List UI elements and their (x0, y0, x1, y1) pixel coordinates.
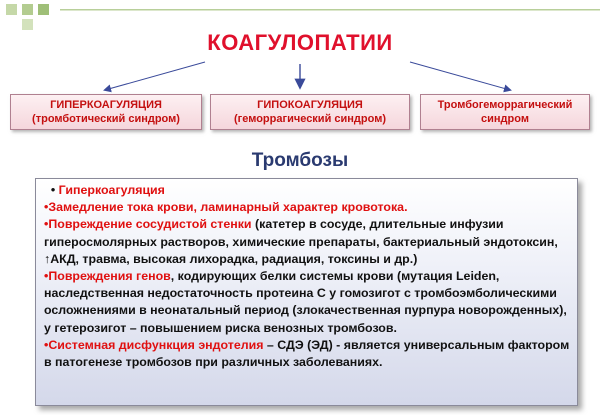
item-highlight: Повреждение сосудистой стенки (48, 217, 252, 232)
bullet: • (44, 200, 49, 215)
item-text: , кодирующих белки системы крови (мутация Leiden, наследственная недостаточность протеина С у гомозигот с тромбоэмболическими осложнениями в неонатальный период (злокачественная пурпура новорожденных), у гетерозигот – повышением риска венозных тромбозов. (44, 269, 567, 335)
box-hypercoagulation-title: ГИПЕРКОАГУЛЯЦИЯ (50, 99, 162, 111)
item-highlight: Повреждения генов (48, 269, 171, 284)
list-item (44, 268, 571, 337)
box-hypocoagulation-subtitle: (геморрагический синдром) (234, 113, 386, 125)
arrow-left (105, 62, 205, 90)
box-thrombohemorrhagic (420, 94, 590, 130)
bullet: • (44, 337, 49, 352)
box-hypocoagulation-title: ГИПОКОАГУЛЯЦИЯ (257, 99, 363, 111)
list-item (44, 337, 571, 371)
box-hypercoagulation (10, 94, 202, 130)
thrombosis-panel (35, 178, 578, 406)
up-arrow-icon: ↑ (44, 251, 51, 266)
list-item (44, 216, 571, 268)
item-highlight: Системная дисфункция эндотелия (48, 337, 264, 352)
item-text: – СДЭ (ЭД) - является универсальным фактором в патогенезе тромбозов при различных заболеваниях. (44, 337, 570, 370)
section-title: Тромбозы (251, 150, 349, 171)
bullet: • (50, 183, 56, 197)
arrows (0, 0, 600, 100)
bullet: • (44, 269, 49, 284)
page-title: КОАГУЛОПАТИИ (207, 30, 393, 55)
list-item (44, 199, 571, 216)
bullet: • (44, 217, 49, 232)
box-hypocoagulation (210, 94, 410, 130)
box-thrombohemorrhagic-title: Тромбогеморрагический (437, 99, 573, 111)
item-text: АКД, травма, высокая лихорадка, радиация, токсины и др.) (50, 251, 418, 266)
box-thrombohemorrhagic-subtitle: синдром (481, 113, 529, 125)
item-text: (катетер в сосуде, длительные инфузии гиперосмолярных растворов, химические препараты, бактериальный эндотоксин, (44, 217, 558, 249)
list-item (44, 182, 571, 199)
item-text: Замедление тока крови, ламинарный характер кровотока. (48, 200, 408, 215)
box-hypercoagulation-subtitle: (тромботический синдром) (32, 113, 180, 125)
arrow-right (410, 62, 510, 90)
item-text: Гиперкоагуляция (55, 183, 165, 197)
